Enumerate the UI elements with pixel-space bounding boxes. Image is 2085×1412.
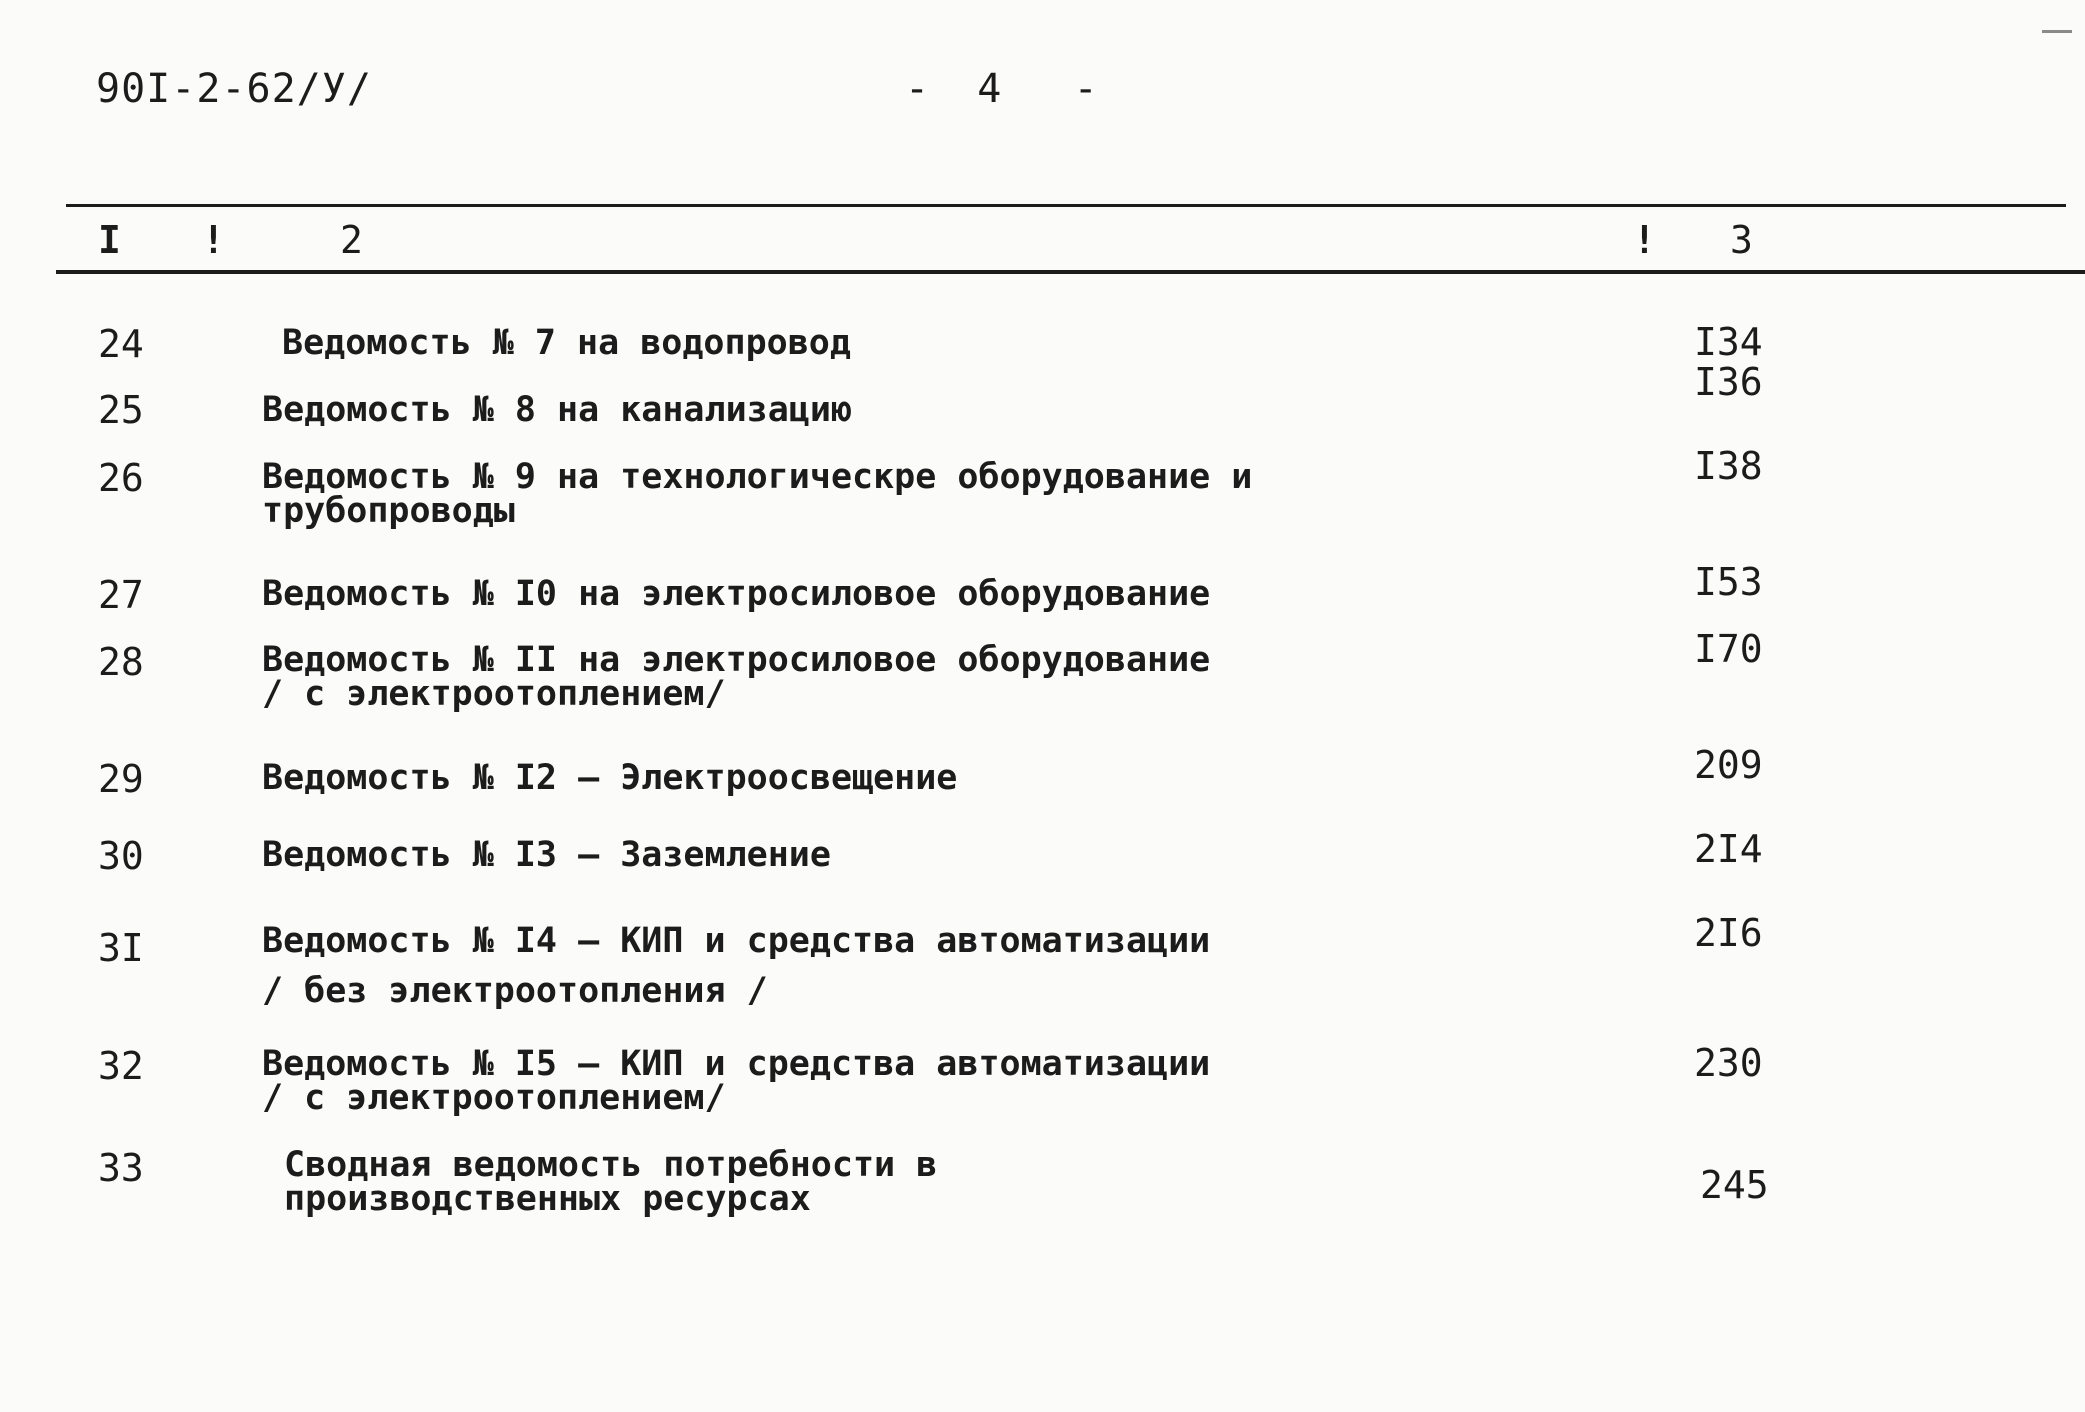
row-title: Ведомость № I3 – Заземление	[262, 835, 831, 875]
row-title: Ведомость № I0 на электросиловое оборудование	[262, 574, 1211, 614]
row-page: 230	[1694, 1041, 1763, 1085]
row-number: 29	[98, 757, 144, 801]
column-header-2: 2	[340, 218, 363, 262]
corner-mark	[2042, 30, 2072, 33]
table-top-rule	[66, 204, 2066, 207]
row-page: I38	[1694, 444, 1763, 488]
row-page: I34	[1694, 320, 1763, 364]
row-page: I53	[1694, 560, 1763, 604]
row-page: I70	[1694, 627, 1763, 671]
row-number: 30	[98, 834, 144, 878]
row-page: 2I4	[1694, 827, 1763, 871]
column-separator-1: !	[202, 218, 225, 262]
row-title: Ведомость № II на электросиловое оборудование / с электроотоплением/	[262, 640, 1211, 714]
row-page: 209	[1694, 743, 1763, 787]
column-separator-2: !	[1633, 218, 1656, 262]
row-number: 24	[98, 322, 144, 366]
row-number: 26	[98, 456, 144, 500]
document-code: 90I-2-62/У/	[96, 66, 372, 112]
page-number: - 4 -	[905, 66, 1098, 112]
column-header-3: 3	[1730, 218, 1753, 262]
row-number: 33	[98, 1146, 144, 1190]
row-page: 245	[1700, 1163, 1769, 1207]
row-title: Ведомость № 8 на канализацию	[262, 390, 853, 430]
row-number: 28	[98, 640, 144, 684]
row-title: Ведомость № 9 на технологическре оборудование и трубопроводы	[262, 457, 1253, 531]
row-title: Ведомость № I5 – КИП и средства автоматизации / с электроотоплением/	[262, 1044, 1211, 1118]
row-page: 2I6	[1694, 911, 1763, 955]
row-number: 27	[98, 573, 144, 617]
row-title: Сводная ведомость потребности в производственных ресурсах	[284, 1145, 938, 1219]
row-number: 3I	[98, 926, 144, 970]
row-page: I36	[1694, 360, 1763, 404]
table-header-rule	[56, 270, 2085, 274]
row-number: 32	[98, 1044, 144, 1088]
row-title: Ведомость № 7 на водопровод	[282, 323, 851, 363]
column-header-1: I	[98, 218, 121, 262]
row-title: Ведомость № I4 – КИП и средства автоматизации / без электроотопления /	[262, 921, 1211, 1011]
row-number: 25	[98, 388, 144, 432]
row-title: Ведомость № I2 – Электроосвещение	[262, 758, 958, 798]
